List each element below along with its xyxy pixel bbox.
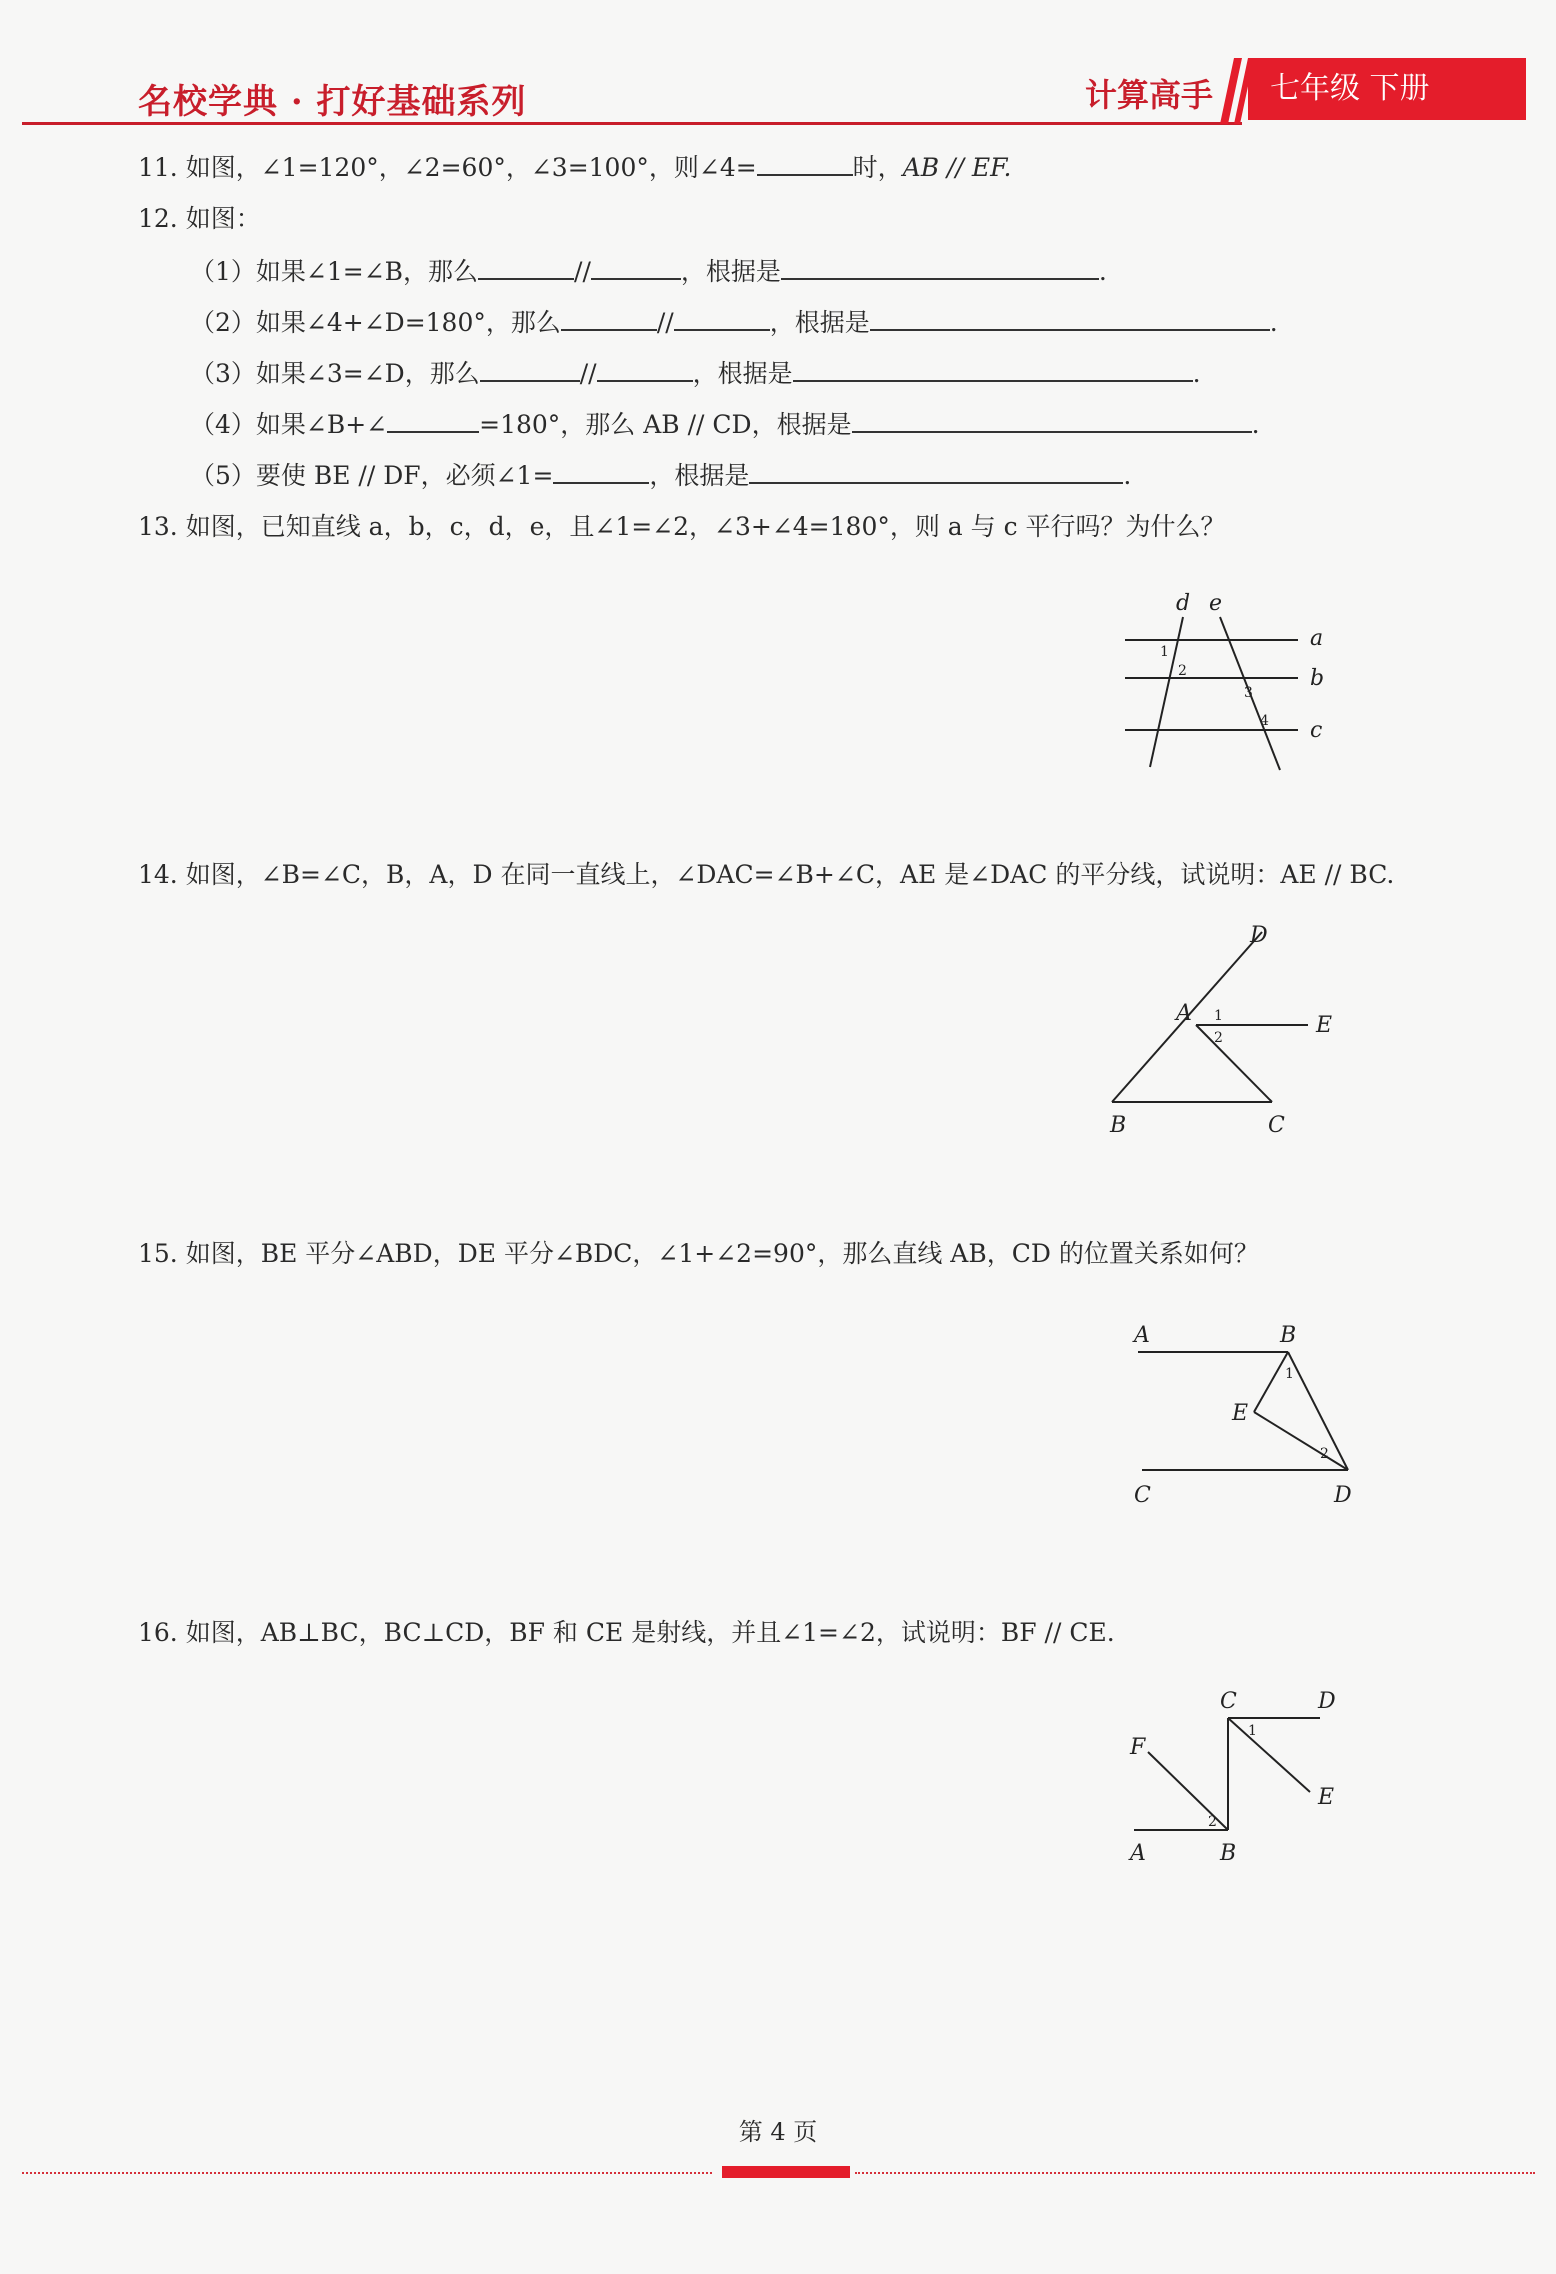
reason-blank[interactable] — [870, 305, 1270, 331]
label-A: A — [1130, 1841, 1146, 1866]
label-C: C — [1268, 1113, 1285, 1138]
figure-15 — [1120, 1312, 1360, 1512]
label-D: D — [1250, 923, 1268, 948]
part-text: （3）如果∠3=∠D，那么 — [190, 359, 480, 388]
part-text: ，根据是 — [769, 308, 870, 337]
period: . — [1123, 461, 1132, 490]
label-b: b — [1310, 666, 1325, 691]
part-text: （4）如果∠B+∠ — [190, 410, 388, 439]
label-A: A — [1134, 1323, 1150, 1348]
reason-blank[interactable] — [781, 254, 1099, 280]
answer-blank[interactable] — [591, 254, 681, 280]
angle-2-label: 2 — [1178, 663, 1187, 679]
question-text: 如图： — [185, 204, 261, 233]
angle-2-label: 2 — [1208, 1814, 1217, 1830]
question-number: 16. — [138, 1618, 178, 1647]
page-number: 第 4 页 — [738, 2118, 818, 2146]
figure-13 — [1110, 585, 1340, 780]
angle-2-label: 2 — [1214, 1030, 1223, 1046]
part-text: （5）要使 BE // DF，必须∠1= — [190, 461, 554, 490]
series-title: 名校学典 · 打好基础系列 — [138, 82, 527, 122]
question-12-part-3 — [190, 356, 1201, 391]
angle-3-label: 3 — [1244, 685, 1253, 701]
reason-blank[interactable] — [749, 458, 1123, 484]
label-E: E — [1318, 1785, 1335, 1810]
question-text: 如图，已知直线 a，b，c，d，e，且∠1=∠2，∠3+∠4=180°，则 a 与 c 平行吗？为什么？ — [185, 512, 1226, 541]
angle-1-label: 1 — [1285, 1366, 1294, 1382]
answer-blank[interactable] — [597, 356, 693, 382]
angle-2-label: 2 — [1320, 1446, 1329, 1462]
period: . — [1251, 410, 1260, 439]
footer-accent-bar — [722, 2166, 850, 2178]
question-number: 12. — [138, 204, 178, 233]
figure-16 — [1110, 1680, 1350, 1870]
angle-1-label: 1 — [1248, 1723, 1257, 1739]
angle-4-label: 4 — [1260, 713, 1269, 729]
answer-blank[interactable] — [674, 305, 770, 331]
question-12-part-2 — [190, 305, 1278, 340]
question-12-part-1 — [190, 254, 1107, 289]
question-11 — [138, 150, 1012, 185]
period: . — [1269, 308, 1278, 337]
period: . — [1192, 359, 1201, 388]
question-text: 时， — [852, 153, 903, 182]
footer-dotted-rule — [22, 2172, 712, 2174]
parallel-symbol: // — [656, 308, 674, 337]
answer-blank[interactable] — [387, 407, 479, 433]
question-15 — [138, 1237, 1259, 1271]
question-number: 14. — [138, 860, 178, 889]
answer-blank[interactable] — [757, 150, 853, 176]
footer-dotted-rule — [855, 2172, 1535, 2174]
part-text: ，根据是 — [692, 359, 793, 388]
angle-1-label: 1 — [1160, 644, 1169, 660]
angle-1-label: 1 — [1214, 1008, 1223, 1024]
part-text: （1）如果∠1=∠B，那么 — [190, 257, 479, 286]
label-C: C — [1134, 1483, 1151, 1508]
reason-blank[interactable] — [852, 407, 1252, 433]
label-B: B — [1220, 1841, 1237, 1866]
parallel-symbol: // — [579, 359, 597, 388]
question-12-part-5 — [190, 458, 1131, 493]
question-text: 如图，∠1=120°，∠2=60°，∠3=100°，则∠4= — [185, 153, 757, 182]
answer-blank[interactable] — [561, 305, 657, 331]
reason-blank[interactable] — [793, 356, 1193, 382]
question-12-part-4 — [190, 407, 1260, 442]
brand-title: 计算高手 — [1085, 76, 1214, 114]
label-F: F — [1130, 1735, 1146, 1760]
label-B: B — [1110, 1113, 1127, 1138]
question-text: AB // EF. — [902, 153, 1012, 182]
question-14 — [138, 858, 1394, 892]
grade-badge: 七年级 下册 — [1248, 58, 1526, 120]
part-text: ，根据是 — [649, 461, 750, 490]
answer-blank[interactable] — [478, 254, 574, 280]
label-E: E — [1232, 1401, 1249, 1426]
label-a: a — [1310, 626, 1324, 651]
label-c: c — [1310, 718, 1323, 743]
part-text: ，根据是 — [680, 257, 781, 286]
part-text: （2）如果∠4+∠D=180°，那么 — [190, 308, 561, 337]
question-13 — [138, 510, 1226, 544]
label-A: A — [1176, 1001, 1192, 1026]
question-text: 如图，∠B=∠C，B，A，D 在同一直线上，∠DAC=∠B+∠C，AE 是∠DAC 的平分线，试说明：AE // BC. — [185, 860, 1395, 889]
question-12 — [138, 202, 261, 236]
label-B: B — [1280, 1323, 1297, 1348]
label-E: E — [1316, 1013, 1333, 1038]
parallel-symbol: // — [574, 257, 591, 286]
question-text: 如图，BE 平分∠ABD，DE 平分∠BDC，∠1+∠2=90°，那么直线 AB，CD 的位置关系如何？ — [185, 1239, 1259, 1268]
figure-14 — [1090, 920, 1350, 1140]
label-e: e — [1209, 591, 1223, 616]
label-C: C — [1220, 1689, 1237, 1714]
answer-blank[interactable] — [480, 356, 580, 382]
question-number: 11. — [138, 153, 178, 182]
question-16 — [138, 1616, 1115, 1650]
question-number: 13. — [138, 512, 178, 541]
header-rule — [22, 122, 1242, 125]
part-text: =180°，那么 AB // CD，根据是 — [479, 410, 852, 439]
period: . — [1098, 257, 1107, 286]
answer-blank[interactable] — [553, 458, 649, 484]
question-number: 15. — [138, 1239, 178, 1268]
label-d: d — [1176, 591, 1191, 616]
label-D: D — [1318, 1689, 1336, 1714]
question-text: 如图，AB⊥BC，BC⊥CD，BF 和 CE 是射线，并且∠1=∠2，试说明：BF // CE. — [185, 1618, 1115, 1647]
label-D: D — [1334, 1483, 1352, 1508]
